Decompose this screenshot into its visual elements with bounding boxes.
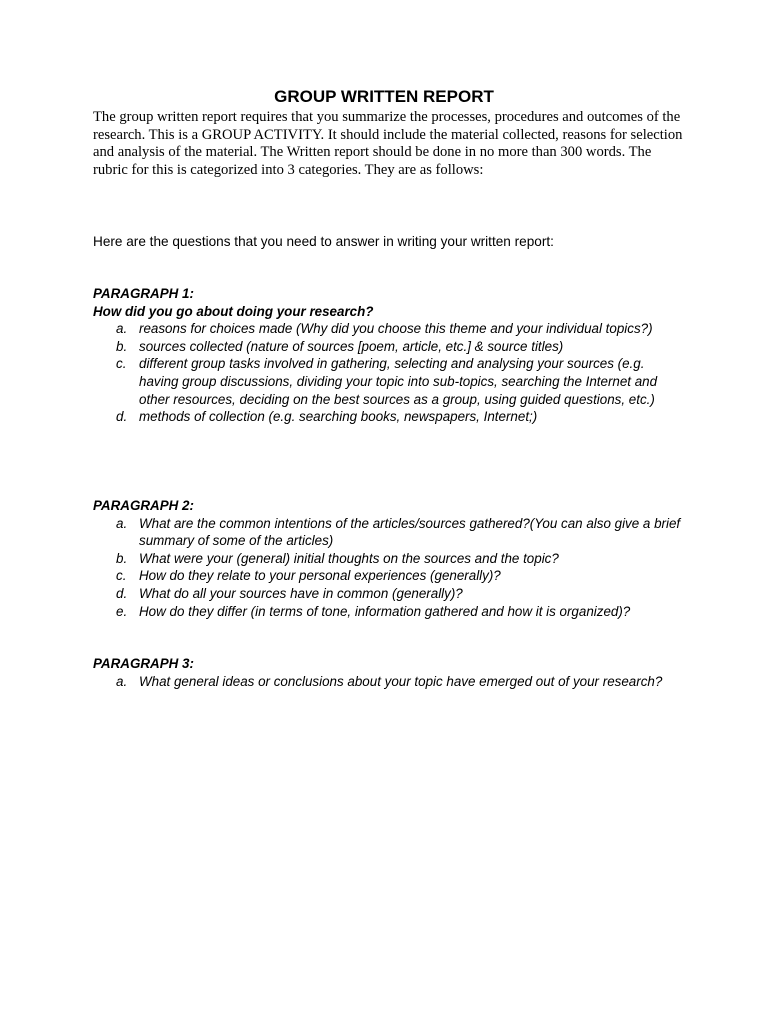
list-marker: d. xyxy=(116,585,128,601)
section-heading: PARAGRAPH 1: xyxy=(93,286,194,301)
list-marker: d. xyxy=(116,409,128,425)
list-marker: b. xyxy=(116,550,128,566)
list-item-text: methods of collection (e.g. searching books, newspapers, Internet;) xyxy=(139,409,538,425)
section-heading: PARAGRAPH 3: xyxy=(93,656,194,671)
question-list xyxy=(93,515,683,621)
paragraph-1-section xyxy=(93,285,683,426)
list-item xyxy=(93,515,683,550)
intro-paragraph: The group written report requires that you summarize the processes, procedures and outcomes of the research. This is a GROUP ACTIVITY. It should include the material collected, reasons for selection and analysis of the material. The Written report should be done in no more than 300 words. The rubric for this is categorized into 3 categories. They are as follows: xyxy=(93,109,683,178)
list-marker: b. xyxy=(116,338,128,354)
list-marker: c. xyxy=(116,356,127,372)
list-item-text: sources collected (nature of sources [poem, article, etc.] & source titles) xyxy=(139,338,564,354)
list-item xyxy=(93,338,683,356)
section-heading: PARAGRAPH 2: xyxy=(93,498,194,513)
list-marker: a. xyxy=(116,673,128,689)
list-marker: a. xyxy=(116,321,128,337)
paragraph-3-section xyxy=(93,655,683,690)
questions-lead: Here are the questions that you need to answer in writing your written report: xyxy=(93,234,554,249)
list-item-text: What were your (general) initial thoughts on the sources and the topic? xyxy=(139,550,559,566)
list-item xyxy=(93,320,683,338)
list-item-text: reasons for choices made (Why did you choose this theme and your individual topics?) xyxy=(139,321,653,337)
page-title: GROUP WRITTEN REPORT xyxy=(274,87,494,106)
list-marker: e. xyxy=(116,603,128,619)
list-item xyxy=(93,550,683,568)
list-item xyxy=(93,603,683,621)
list-item xyxy=(93,355,683,408)
list-item-text: How do they relate to your personal experiences (generally)? xyxy=(139,568,501,584)
list-item xyxy=(93,673,683,691)
question-list xyxy=(93,673,683,691)
paragraph-2-section xyxy=(93,497,683,620)
list-item-text: different group tasks involved in gathering, selecting and analysing your sources (e.g. having group discussions, dividing your topic into sub-topics, searching the Internet and other resources, deciding on the best sources as a group, using guided questions, etc.) xyxy=(139,356,658,407)
section-subheading: How did you go about doing your research? xyxy=(93,303,374,319)
list-item-text: How do they differ (in terms of tone, information gathered and how it is organized)? xyxy=(139,603,631,619)
list-item xyxy=(93,585,683,603)
list-marker: c. xyxy=(116,568,127,584)
list-marker: a. xyxy=(116,515,128,531)
list-item-text: What general ideas or conclusions about your topic have emerged out of your research? xyxy=(139,673,663,689)
list-item-text: What do all your sources have in common (generally)? xyxy=(139,585,463,601)
list-item xyxy=(93,567,683,585)
list-item xyxy=(93,408,683,426)
question-list xyxy=(93,320,683,426)
list-item-text: What are the common intentions of the articles/sources gathered?(You can also give a brief summary of some of the articles) xyxy=(139,515,681,549)
